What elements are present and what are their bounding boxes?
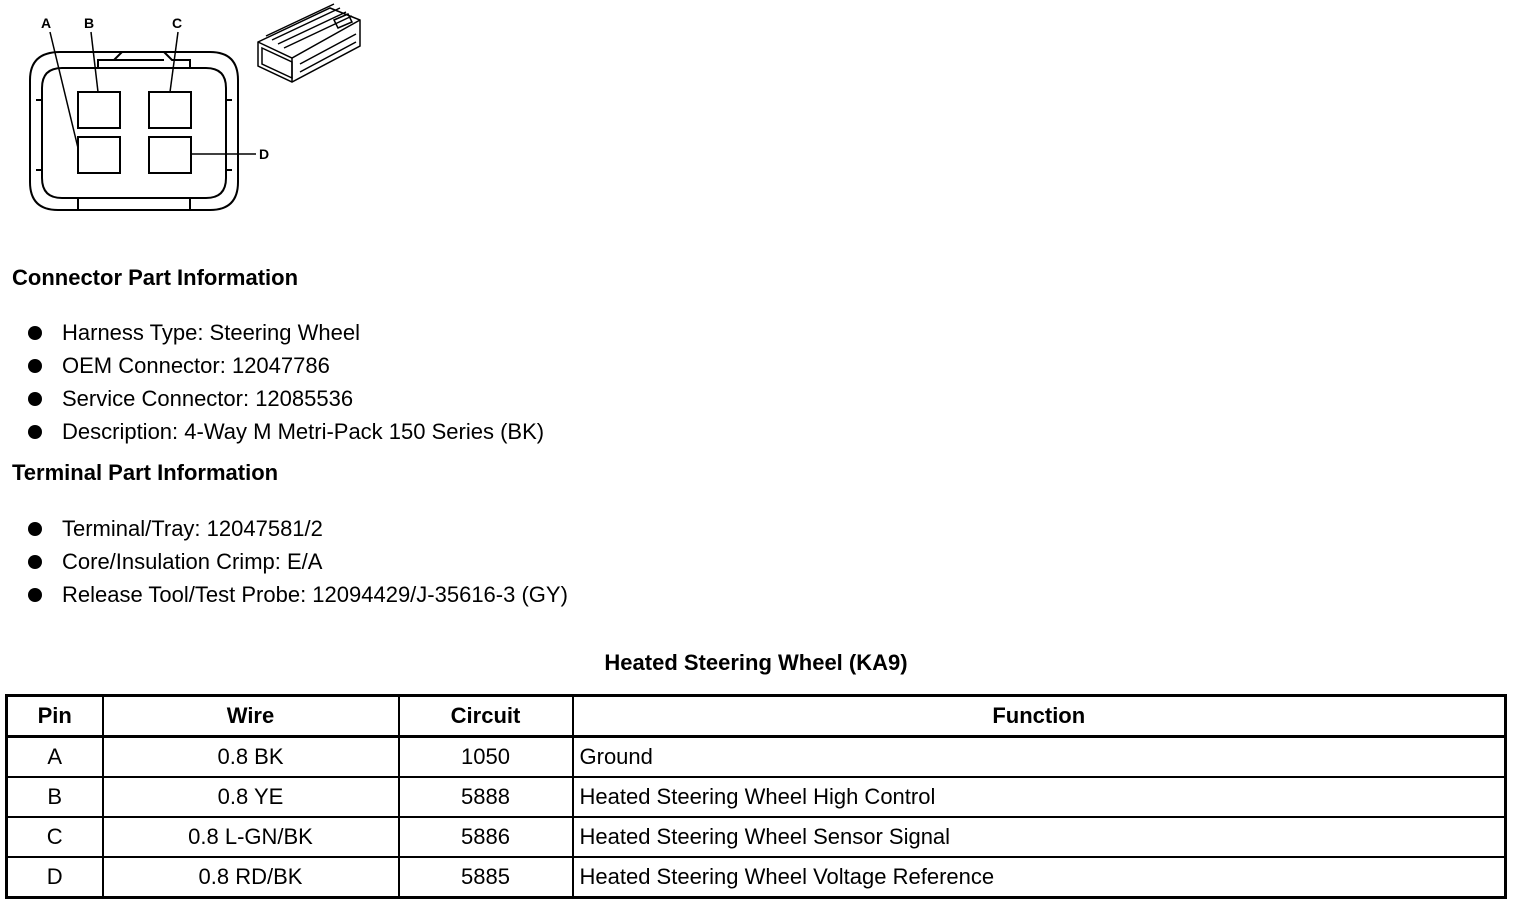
table-row xyxy=(7,857,1506,898)
pin-label-c: C xyxy=(172,15,183,31)
cell-function: Heated Steering Wheel High Control xyxy=(573,777,1506,817)
cell-wire: 0.8 YE xyxy=(103,777,399,817)
cell-function: Heated Steering Wheel Voltage Reference xyxy=(573,857,1506,898)
cell-circuit: 1050 xyxy=(399,737,573,778)
list-item: Description: 4-Way M Metri-Pack 150 Series (BK) xyxy=(28,415,544,448)
list-item: Release Tool/Test Probe: 12094429/J-35616-3 (GY) xyxy=(28,578,568,611)
cell-pin: B xyxy=(7,777,103,817)
list-item: Core/Insulation Crimp: E/A xyxy=(28,545,568,578)
header-function: Function xyxy=(573,696,1506,737)
cell-circuit: 5886 xyxy=(399,817,573,857)
cell-circuit: 5885 xyxy=(399,857,573,898)
list-item: Harness Type: Steering Wheel xyxy=(28,316,544,349)
cell-pin: C xyxy=(7,817,103,857)
table-row xyxy=(7,777,1506,817)
bullet-icon xyxy=(28,522,42,536)
bullet-icon xyxy=(28,588,42,602)
pin-label-d: D xyxy=(259,146,270,162)
cell-function: Ground xyxy=(573,737,1506,778)
bullet-icon xyxy=(28,326,42,340)
list-item: OEM Connector: 12047786 xyxy=(28,349,544,382)
bullet-icon xyxy=(28,425,42,439)
header-wire: Wire xyxy=(103,696,399,737)
pin-label-a: A xyxy=(41,15,52,31)
table-row xyxy=(7,737,1506,778)
connector-diagram xyxy=(0,0,380,220)
cell-wire: 0.8 BK xyxy=(103,737,399,778)
header-pin: Pin xyxy=(7,696,103,737)
list-item: Terminal/Tray: 12047581/2 xyxy=(28,512,568,545)
cell-wire: 0.8 RD/BK xyxy=(103,857,399,898)
cell-function: Heated Steering Wheel Sensor Signal xyxy=(573,817,1506,857)
list-item: Service Connector: 12085536 xyxy=(28,382,544,415)
header-circuit: Circuit xyxy=(399,696,573,737)
terminal-part-heading: Terminal Part Information xyxy=(12,460,279,485)
table-row xyxy=(7,817,1506,857)
cell-pin: D xyxy=(7,857,103,898)
cell-circuit: 5888 xyxy=(399,777,573,817)
bullet-icon xyxy=(28,392,42,406)
bullet-icon xyxy=(28,359,42,373)
bullet-icon xyxy=(28,555,42,569)
pin-label-b: B xyxy=(84,15,95,31)
pinout-table xyxy=(5,694,1507,899)
table-title: Heated Steering Wheel (KA9) xyxy=(604,650,908,675)
connector-part-list xyxy=(28,316,544,448)
table-header-row xyxy=(7,696,1506,737)
terminal-part-list xyxy=(28,512,568,611)
cell-pin: A xyxy=(7,737,103,778)
connector-part-heading: Connector Part Information xyxy=(12,265,299,290)
cell-wire: 0.8 L-GN/BK xyxy=(103,817,399,857)
